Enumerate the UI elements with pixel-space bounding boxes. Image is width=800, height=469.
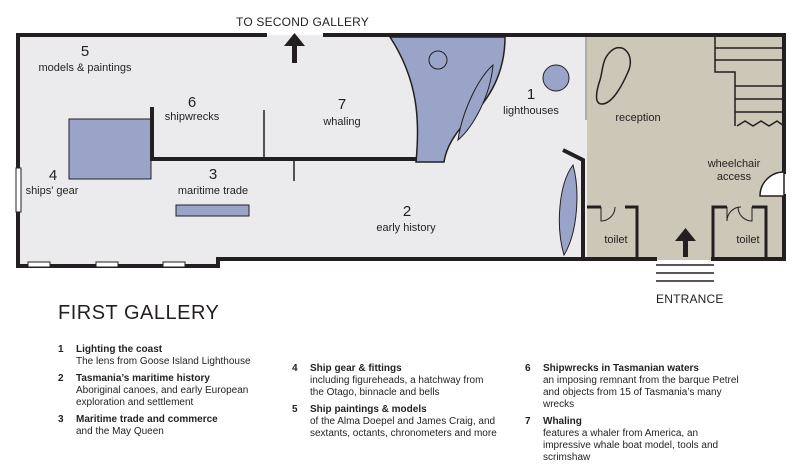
area-1-name: lighthouses [503,105,559,117]
legend-item-title: Tasmania’s maritime history [76,373,210,384]
legend-column-3 [525,363,745,469]
legend-item [525,363,745,411]
legend-item-number: 5 [292,404,298,415]
legend-item-title: Whaling [543,416,582,427]
area-5-number: 5 [80,43,90,60]
area-1-number: 1 [526,86,536,103]
area-4-number: 4 [48,167,58,184]
legend-item-title: Ship paintings & models [310,404,427,415]
legend-item-desc: features a whaler from America, an impressive whale boat model, tools and scrimshaw [543,428,719,463]
to-second-gallery-label: TO SECOND GALLERY [236,15,369,29]
whaling-circle-exhibit [429,51,447,69]
gallery-title: FIRST GALLERY [58,302,220,324]
legend-item-number: 1 [58,344,64,355]
legend-item [58,414,268,438]
legend-item-number: 3 [58,414,64,425]
legend-item-desc: of the Alma Doepel and James Craig, and sextants, octants, chronometers and more [310,416,497,439]
legend-item-number: 6 [525,363,531,374]
toilet-right-label: toilet [736,234,760,246]
toilet-left-label: toilet [604,234,628,246]
legend-item-desc: The lens from Goose Island Lighthouse [76,356,251,367]
area-7-number: 7 [337,96,347,113]
legend-item-title: Maritime trade and commerce [76,414,218,425]
reception-label: reception [615,112,661,124]
legend-item-desc: Aboriginal canoes, and early European exploration and settlement [76,385,249,408]
legend-item-title: Ship gear & fittings [310,363,402,374]
wheelchair-access-label: wheelchair access [707,158,761,183]
entrance-label: ENTRANCE [656,292,724,306]
area-2-name: early history [376,222,436,234]
legend-item-title: Lighting the coast [76,344,163,355]
legend-item-desc: an imposing remnant from the barque Petrel and objects from 15 of Tasmania’s many wrecks [543,375,739,410]
reception-floor [587,35,784,260]
area-7-name: whaling [323,116,361,128]
entrance-steps [656,265,714,281]
legend-item [525,416,745,464]
legend-item-desc: and the May Queen [76,426,164,437]
legend-item [58,373,268,409]
area-6-name: shipwrecks [164,111,220,123]
legend-item-desc: including figureheads, a hatchway from the Otago, binnacle and bells [310,375,484,398]
legend-item-title: Shipwrecks in Tasmanian waters [543,363,699,374]
legend-item [292,404,497,440]
area-6-number: 6 [187,94,197,111]
lighthouse-lens-exhibit [543,65,569,91]
area-3-name: maritime trade [177,185,249,197]
legend-item-number: 2 [58,373,64,384]
legend-item [292,363,497,399]
area-4-name: ships' gear [25,185,79,197]
legend-column-2 [292,363,497,445]
maritime-trade-exhibit [176,205,249,216]
area-5-name: models & paintings [38,62,132,74]
ships-gear-exhibit [69,119,151,179]
area-2-number: 2 [402,203,412,220]
legend-item-number: 4 [292,363,298,374]
area-3-number: 3 [208,166,218,183]
legend-column-1 [58,344,268,443]
legend-item-number: 7 [525,416,531,427]
legend-item [58,344,268,368]
